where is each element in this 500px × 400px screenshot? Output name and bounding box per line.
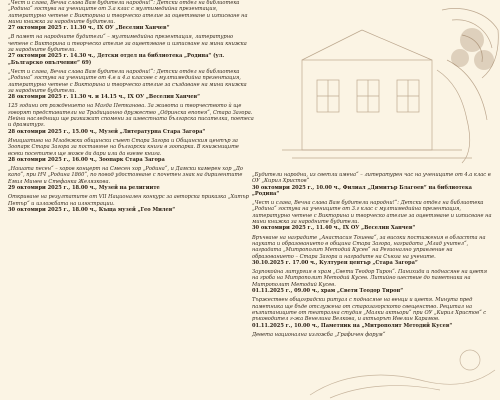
event-description: 125 години от рождението на Магда Петканова. За живота и творчеството ѝ ще говорят представители на Традиционно дружество „Одринска епопея“, Стара Загора. Нейни наследници ще разкажат спомени за известната българска писателка, поетеса и драматург.	[8, 103, 254, 129]
right-events-column	[252, 0, 492, 341]
event-entry	[252, 172, 492, 197]
event-date-venue: 30 октомври 2025 г., 10.00 ч., Филиал „Димитър Благоев“ на библиотека „Родина“	[252, 184, 472, 197]
event-description: „Чест и слава, Вечна слава Вам будители народни!“: Детски отдел на библиотека „Родина“ гостува на учениците от 3.г клас с мултимедийна презентация, литературно четене с Викторина и творческо ателие за оцветяване и изписване на мини книжка за народните будители.	[252, 200, 492, 226]
event-entry	[8, 166, 254, 191]
ornament-sketch-illustration	[300, 340, 500, 400]
event-description: Заупокойна литургия в храм „Свети Теодор Тирон“. Панихида и поднасяне на цветя на гроба на Митрополит Методий Кусев. Литийно шествие до паметника на Митрополит Методий Кусев.	[252, 269, 488, 288]
event-description: „Чест и слава, Вечна слава Вам будители народни!“: Детски отдел на библиотека „Родина“ гостува на учениците от 4.в и 4.а класове с мултимедийна презентация, литературно четене с Викторина и творческо ателие за създаване на мини книжка за народните будители.	[8, 68, 247, 94]
event-entry	[252, 332, 492, 338]
event-entry	[252, 269, 492, 294]
event-description: „Нашата песен“ – хоров концерт на Смесен хор „Родина“, и Дамски камерен хор „До капо“, при НЧ „Родина 1860“, по повод удостояване с почетен знак на диригентите Емил Минев и Стефанка Желязкова.	[8, 166, 243, 185]
event-entry	[252, 200, 492, 231]
event-date-venue: 27 октомври 2025 г. 14.30 ч., Детски отдел на библиотека „Родина“ (ул. „Българско опълчение“ 69)	[8, 53, 225, 66]
event-date-venue: 28 октомври 2025 г., 15.00 ч., Музей „Литературна Стара Загора“	[8, 128, 206, 135]
event-description: Инициатива на Младежки общински съвет Стара Загора и Общинския център за Зоопарк Стара Загора за поставяне на български книги в зоопарка. В книжниците всеки посетител ще може да дари или да вземе книга.	[8, 137, 239, 157]
event-entry	[8, 194, 254, 213]
event-date-venue: 28 октомври 2025 г. 11.30 ч. и 14.15 ч., IX ОУ „Веселин Ханчев“	[8, 94, 201, 101]
event-entry	[8, 0, 254, 31]
event-entry	[252, 297, 492, 328]
event-date-venue: 28 октомври 2025 г., 16.00 ч., Зоопарк Стара Загора	[8, 156, 165, 163]
event-description: „В памет на народните будители“ – мултимедийна презентация, литературно четене с Викторина и творческо ателие за оцветяване и изписване на мини книжка за народните будители.	[8, 34, 247, 54]
event-date-venue: 29 октомври 2025 г., 18.00 ч., Музей на религиите	[8, 185, 160, 192]
illustration-spacer	[252, 0, 492, 172]
event-entry	[8, 138, 254, 163]
event-date-venue: 01.11.2025 г., 10.00 ч., Паметник на „Митрополит Методий Кусев“	[252, 322, 453, 329]
event-description: Откриване на резултатите от VII Национален конкурс за авторска приказка „Хитър Петър“ и изложбата на илюстрации.	[8, 194, 249, 207]
event-entry	[8, 34, 254, 65]
event-date-venue: 30 октомври 2025 г., 11.40 ч., IX ОУ „Веселин Ханчев“	[252, 225, 416, 232]
event-date-venue: 27 октомври 2025 г. 11.30 ч., IX ОУ „Веселин Ханчев“	[8, 25, 170, 32]
event-description: „Чест и слава, Вечна слава Вам будители народни!“: Детски отдел на библиотека „Родина“ гостува на учениците от 3.а клас с мултимедийна презентация, литературно четене с Викторина и творческо ателие за оцветяване и изписване на мини книжка за народните будители.	[8, 0, 248, 25]
event-description: Тържествен общоградски ритуал с поднасяне на венци и цветя. Минута пред паметника ще бъде отслужена от старозагорското свещенство. Рецитал на възпитаниците от театрална студия „Малки актьори“ при ОУ „Кирил Христов“ с ръководител г-жа Венелина Велкова, и актьорът Ивелин Карамов.	[252, 297, 487, 323]
event-entry	[8, 103, 254, 134]
event-entry	[252, 235, 492, 266]
event-description: „Будители народни, из светли имена“ – литературен час на учениците от 4.а клас в ОУ „Кирил Христов“	[252, 172, 491, 185]
event-date-venue: 01.11.2025 г., 09.00 ч., храм „Свети Теодор Тирон“	[252, 288, 404, 295]
event-description: Връчване на наградите „Анастасия Тошева“, за високи постижения в областта на науката и образованието в община Стара Загора, наградата „Млад учител“, наградата „Митрополит Методий Кусев“ на Регионално управление на образованието – Стара Загора и наградите на Съюза на учените.	[252, 234, 486, 260]
left-events-column	[8, 0, 254, 216]
event-description: Девета национална изложба „Графичен форум“	[252, 331, 386, 338]
event-date-venue: 30.10.2025 г. 17.00 ч., Културен център „Стара Загора“	[252, 259, 418, 266]
event-date-venue: 30 октомври 2025 г., 18.00 ч., Къща музей „Гео Милев“	[8, 206, 176, 213]
event-entry	[8, 69, 254, 100]
